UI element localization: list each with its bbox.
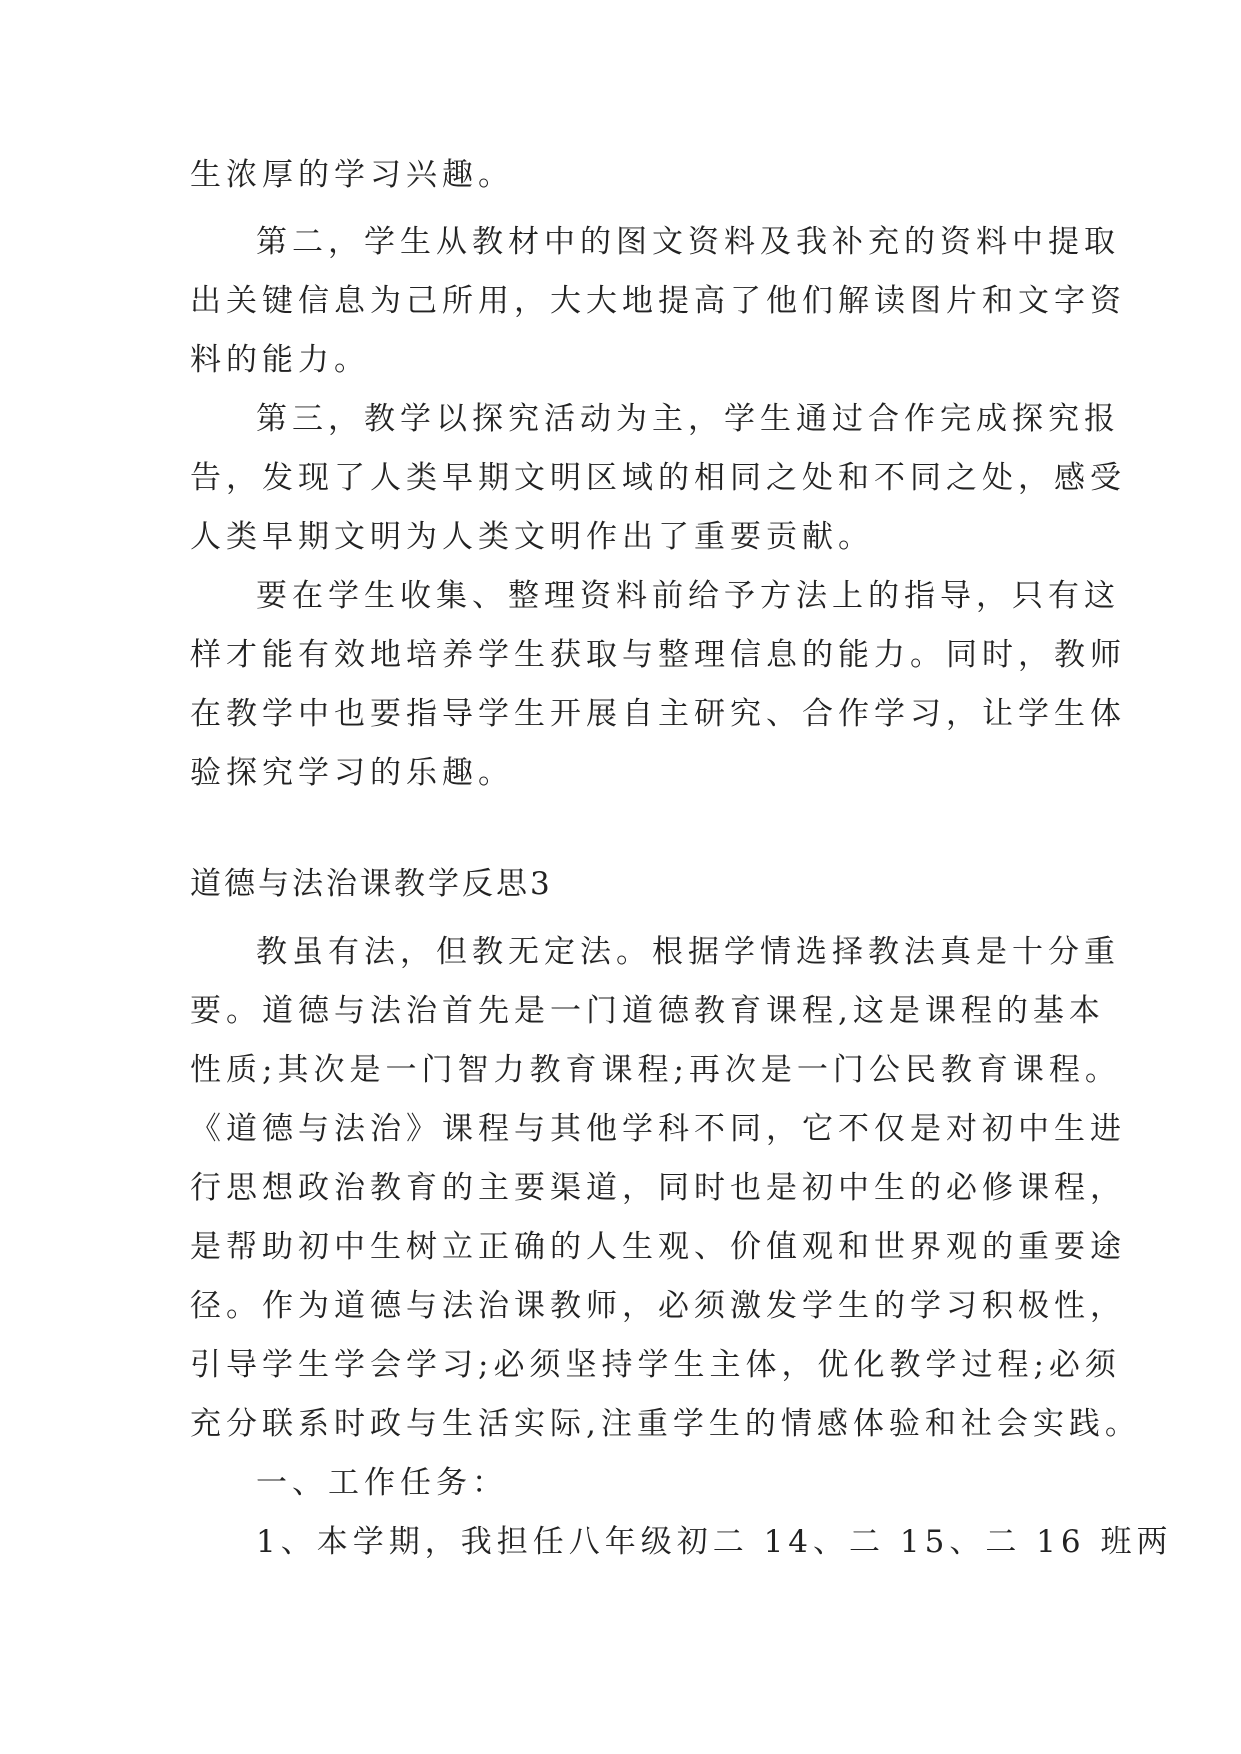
- section-heading: 道德与法治课教学反思3: [190, 866, 553, 902]
- paragraph-line: 第三，教学以探究活动为主，学生通过合作完成探究报: [256, 401, 1120, 437]
- paragraph-line: 充分联系时政与生活实际,注重学生的情感体验和社会实践。: [190, 1406, 1141, 1442]
- paragraph-line: 样才能有效地培养学生获取与整理信息的能力。同时，教师: [190, 637, 1126, 673]
- paragraph-line: 验探究学习的乐趣。: [190, 755, 514, 791]
- paragraph-line: 性质;其次是一门智力教育课程;再次是一门公民教育课程。: [190, 1052, 1121, 1088]
- paragraph-line: 《道德与法治》课程与其他学科不同，它不仅是对初中生进: [190, 1111, 1126, 1147]
- paragraph-line: 料的能力。: [190, 342, 370, 378]
- paragraph-line: 生浓厚的学习兴趣。: [190, 157, 514, 193]
- paragraph-line: 1、本学期，我担任八年级初二 14、二 15、二 16 班两: [256, 1524, 1173, 1560]
- paragraph-line: 引导学生学会学习;必须坚持学生主体，优化教学过程;必须: [190, 1347, 1121, 1383]
- paragraph-line: 出关键信息为己所用，大大地提高了他们解读图片和文字资: [190, 283, 1126, 319]
- paragraph-line: 行思想政治教育的主要渠道，同时也是初中生的必修课程，: [190, 1170, 1126, 1206]
- paragraph-line: 在教学中也要指导学生开展自主研究、合作学习，让学生体: [190, 696, 1126, 732]
- paragraph-line: 告，发现了人类早期文明区域的相同之处和不同之处，感受: [190, 460, 1126, 496]
- paragraph-line: 要。道德与法治首先是一门道德教育课程,这是课程的基本: [190, 993, 1105, 1029]
- paragraph-line: 教虽有法，但教无定法。根据学情选择教法真是十分重: [256, 934, 1120, 970]
- paragraph-line: 第二，学生从教材中的图文资料及我补充的资料中提取: [256, 224, 1120, 260]
- paragraph-line: 要在学生收集、整理资料前给予方法上的指导，只有这: [256, 578, 1120, 614]
- paragraph-line: 是帮助初中生树立正确的人生观、价值观和世界观的重要途: [190, 1229, 1126, 1265]
- paragraph-line: 人类早期文明为人类文明作出了重要贡献。: [190, 519, 874, 555]
- list-heading: 一、工作任务：: [256, 1465, 508, 1501]
- paragraph-line: 径。作为道德与法治课教师，必须激发学生的学习积极性，: [190, 1288, 1126, 1324]
